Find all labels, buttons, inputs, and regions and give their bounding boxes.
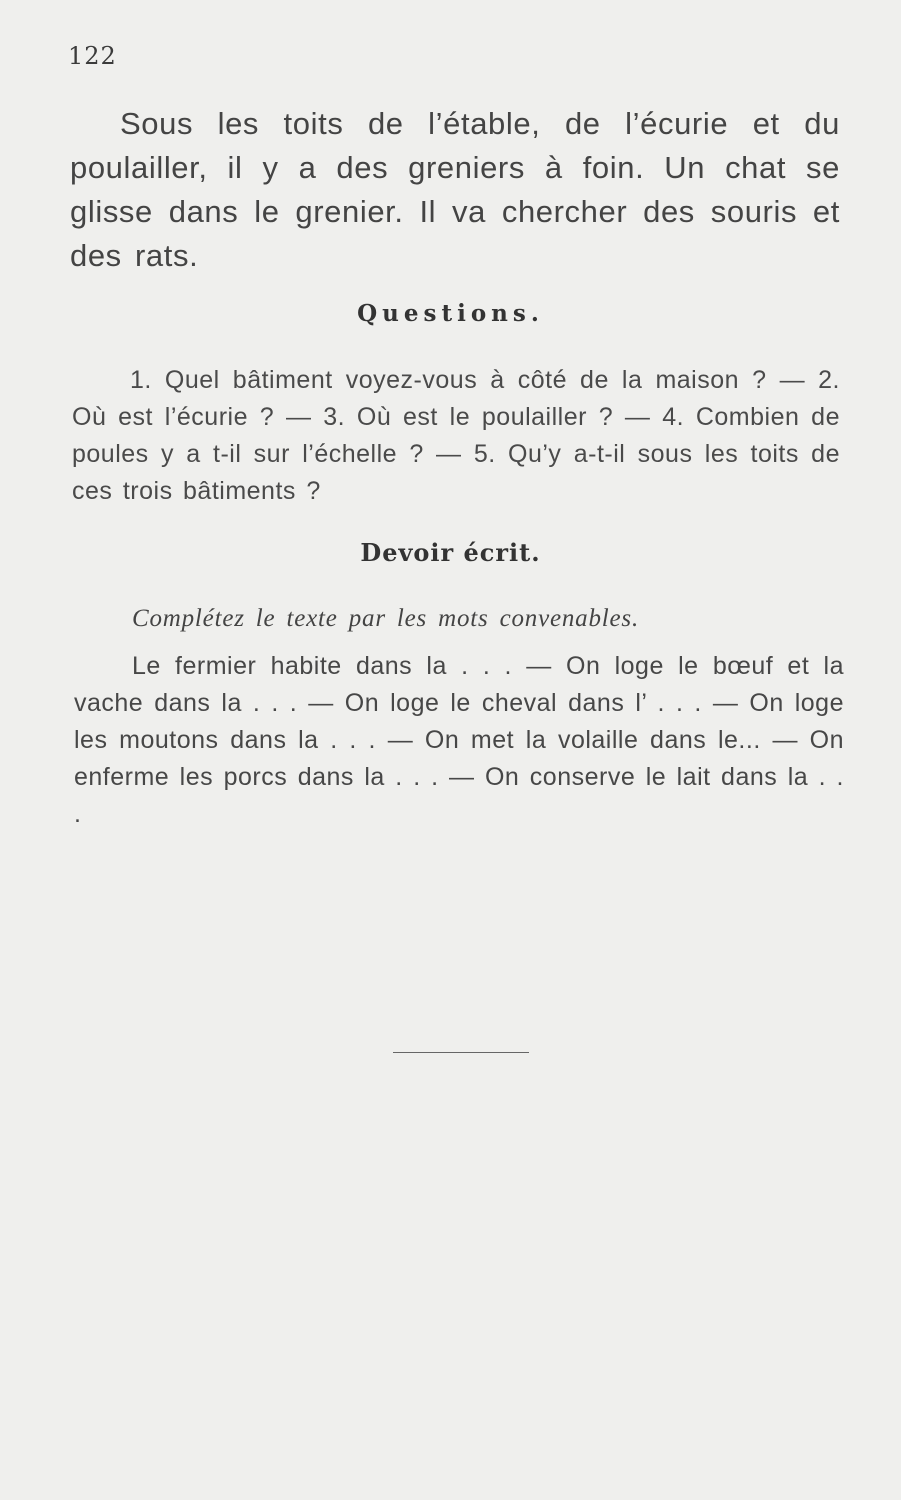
end-rule-divider bbox=[393, 1052, 529, 1053]
questions-heading: Questions. bbox=[357, 300, 544, 327]
intro-paragraph: Sous les toits de l’étable, de l’écurie et du poulailler, il y a des greniers à foin. Un chat se glisse dans le grenier. Il va chercher des souris et des rats. bbox=[70, 106, 840, 273]
questions-paragraph: 1. Quel bâtiment voyez-vous à côté de la maison ? — 2. Où est l’écurie ? — 3. Où est le poulailler ? — 4. Combien de poules y a t-il sur l’échelle ? — 5. Qu’y a-t-il sous les toits de ces trois bâtiments ? bbox=[72, 366, 840, 505]
exercise-instruction: Complétez le texte par les mots convenables. bbox=[132, 605, 640, 632]
page-number: 122 bbox=[68, 42, 117, 70]
exercise-heading: Devoir écrit. bbox=[360, 538, 541, 567]
exercise-paragraph: Le fermier habite dans la . . . — On loge le bœuf et la vache dans la . . . — On loge le cheval dans l’ . . . — On loge les moutons dans la . . . — On met la volaille dans le... — On enferme les porcs dans la . . . — On conserve le lait dans la . . . bbox=[74, 652, 844, 828]
